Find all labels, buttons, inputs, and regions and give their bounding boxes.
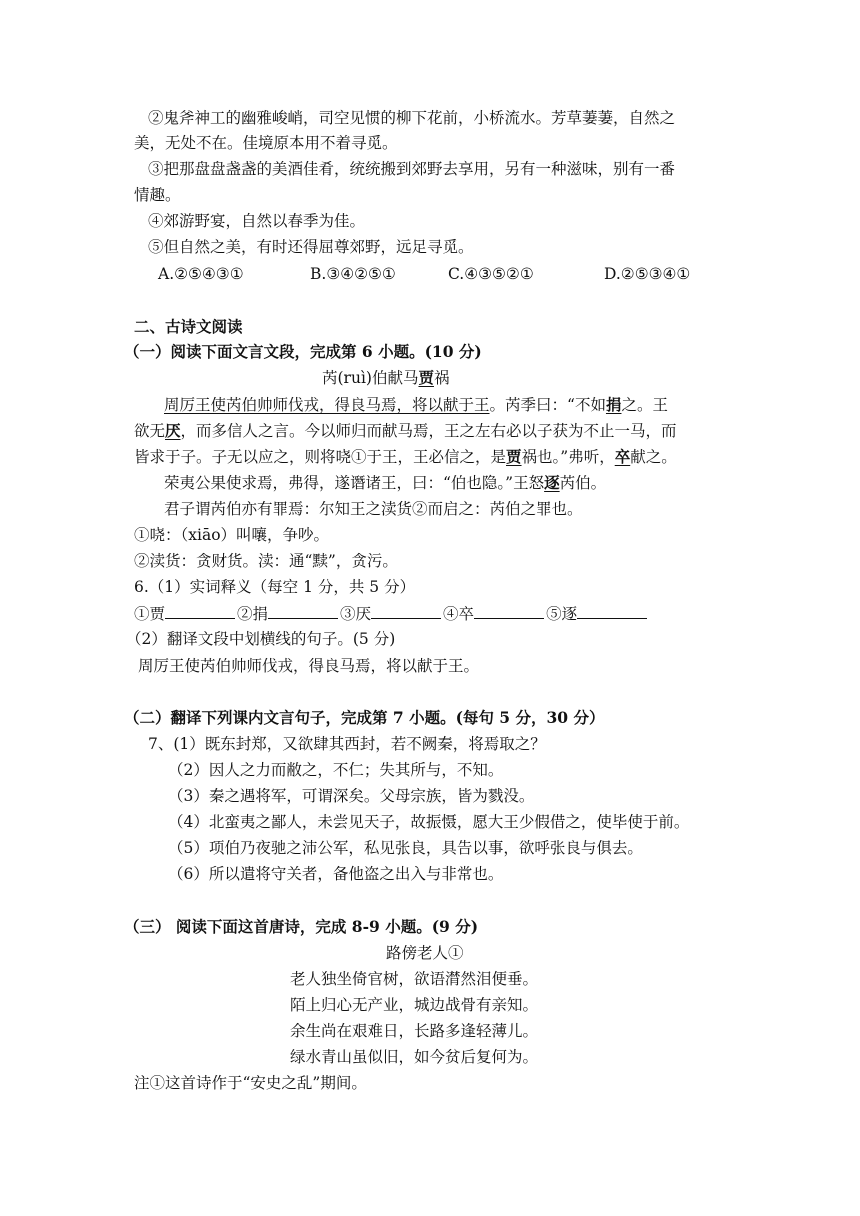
poem-line-4: 绿水青山虽似旧，如今贫后复何为。 <box>290 1048 539 1066</box>
blank-label-4: ④卒 <box>443 605 475 623</box>
footnote-1: ①哓：（xiāo）叫嚷，争吵。 <box>134 526 330 544</box>
sentence-3-line-1: ③把那盘盘盏盏的美酒佳肴，统统搬到郊野去享用，另有一种滋味，别有一番 <box>148 160 676 178</box>
option-a: A.②⑤④③① <box>158 265 244 283</box>
part1-heading: （一）阅读下面文言文段，完成第 6 小题。(10 分) <box>124 342 482 361</box>
blank-label-1: ①贾 <box>134 605 166 623</box>
question-6-2: （2）翻译文段中划横线的句子。(5 分) <box>126 630 396 648</box>
answer-blanks <box>134 603 649 624</box>
q7-item-2: （2）因人之力而敝之，不仁；失其所与，不知。 <box>168 761 504 779</box>
passage-line-3: 皆求于子。子无以应之，则将哓①于王，王必信之，是贾祸也。”弗听，卒献之。 <box>134 447 677 466</box>
translation-sentence: 周厉王使芮伯帅师伐戎，得良马焉，将以献于王。 <box>138 657 480 675</box>
q7-item-3: （3）秦之遇将军，可谓深矣。父母宗族，皆为戮没。 <box>168 787 535 805</box>
poem-title: 路傍老人① <box>386 944 464 962</box>
q7-item-6: （6）所以遣将守关者，备他盗之出入与非常也。 <box>168 865 504 883</box>
option-c: C.④③⑤②① <box>448 265 534 283</box>
poem-line-2: 陌上归心无产业，城边战骨有亲知。 <box>290 996 539 1014</box>
poem-line-3: 余生尚在艰难日，长路多逢轻薄儿。 <box>290 1022 539 1040</box>
passage-line-2: 欲无厌，而多信人之言。今以师归而献马焉，王之左右必以子获为不止一马，而 <box>134 421 677 440</box>
blank-2[interactable] <box>268 603 338 619</box>
q7-item-4: （4）北蛮夷之鄙人，未尝见天子，故振慑，愿大王少假借之，使毕使于前。 <box>168 813 690 831</box>
sentence-3-line-2: 情趣。 <box>134 186 181 204</box>
sentence-2-line-2: 美，无处不在。佳境原本用不着寻觅。 <box>134 134 398 152</box>
sentence-4: ④郊游野宴，自然以春季为佳。 <box>148 212 366 230</box>
blank-label-5: ⑤逐 <box>546 605 578 623</box>
blank-3[interactable] <box>371 603 441 619</box>
blank-5[interactable] <box>577 603 647 619</box>
sentence-2-line-1: ②鬼斧神工的幽雅峻峭，司空见惯的柳下花前，小桥流水。芳草萋萋，自然之 <box>148 109 676 127</box>
q7-item-1: 7、(1）既东封郑，又欲肆其西封，若不阙秦，将焉取之？ <box>148 735 546 753</box>
blank-1[interactable] <box>165 603 235 619</box>
poem-note: 注①这首诗作于“安史之乱”期间。 <box>134 1074 367 1092</box>
passage-line-5: 君子谓芮伯亦有罪焉：尔知王之渎货②而启之：芮伯之罪也。 <box>164 500 583 518</box>
question-6-1: 6.（1）实词释义（每空 1 分，共 5 分） <box>134 578 416 596</box>
q7-item-5: （5）项伯乃夜驰之沛公军，私见张良，具告以事，欲呼张良与俱去。 <box>168 839 643 857</box>
section-title: 二、古诗文阅读 <box>134 317 243 336</box>
option-b: B.③④②⑤① <box>310 265 396 283</box>
part2-heading: （二）翻译下列课内文言句子，完成第 7 小题。(每句 5 分，30 分） <box>124 708 605 727</box>
blank-label-3: ③厌 <box>340 605 372 623</box>
sentence-5: ⑤但自然之美，有时还得屈尊郊野，远足寻觅。 <box>148 238 474 256</box>
passage-title: 芮(ruì)伯献马贾祸 <box>322 368 450 387</box>
passage-line-4: 荣夷公果使求焉，弗得，遂谮诸王，曰：“伯也隐。”王怒逐芮伯。 <box>164 473 607 492</box>
option-d: D.②⑤③④① <box>604 265 691 283</box>
blank-4[interactable] <box>474 603 544 619</box>
footnote-2: ②渎货：贪财货。渎：通“黩”，贪污。 <box>134 552 398 570</box>
part3-heading: （三） 阅读下面这首唐诗，完成 8-9 小题。(9 分) <box>124 917 479 936</box>
passage-line-1: 周厉王使芮伯帅师伐戎，得良马焉，将以献于王。芮季曰：“不如捐之。王 <box>164 395 668 414</box>
poem-line-1: 老人独坐倚官树，欲语潸然泪便垂。 <box>290 970 539 988</box>
blank-label-2: ②捐 <box>237 605 269 623</box>
